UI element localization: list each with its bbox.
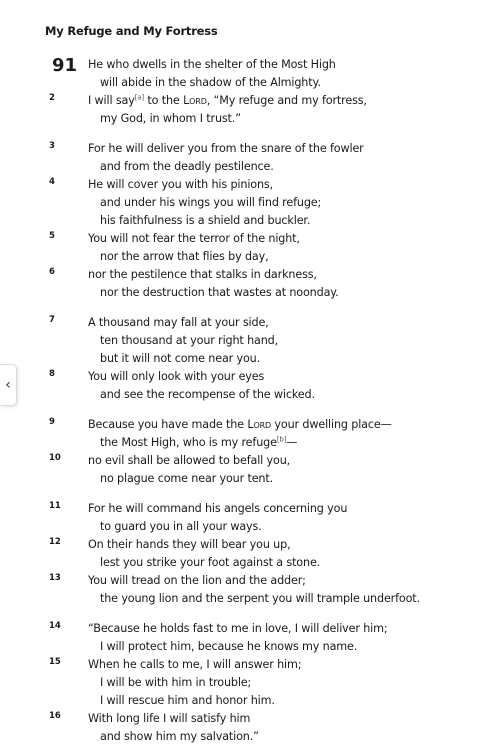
verse-number: 2	[49, 93, 55, 103]
verse-line: ten thousand at your right hand,	[100, 334, 279, 347]
divine-name: Lord	[247, 418, 272, 431]
verse-line: to guard you in all your ways.	[100, 520, 262, 533]
footnote-link-a[interactable]: [a]	[134, 93, 145, 102]
back-button[interactable]	[0, 364, 17, 406]
verse-line: the young lion and the serpent you will trample underfoot.	[100, 592, 420, 605]
verse-line: With long life I will satisfy him	[88, 712, 251, 725]
verse-line: and show him my salvation.”	[100, 730, 259, 743]
verse-line: On their hands they will bear you up,	[88, 538, 291, 551]
verse-number: 14	[49, 621, 61, 631]
verse-line: no evil shall be allowed to befall you,	[88, 454, 291, 467]
verse-number: 3	[49, 141, 55, 151]
divine-name: Lord	[183, 94, 207, 107]
verse-line: and from the deadly pestilence.	[100, 160, 274, 173]
verse-number: 15	[49, 657, 61, 667]
verse-line: When he calls to me, I will answer him;	[88, 658, 302, 671]
verse-number: 5	[49, 231, 55, 241]
verse-line: nor the pestilence that stalks in darkness,	[88, 268, 317, 281]
footnote-link-b[interactable]: [b]	[276, 435, 287, 444]
verse-number: 9	[49, 417, 55, 427]
verse-line: You will not fear the terror of the night,	[88, 232, 300, 245]
chapter-number: 91	[52, 55, 78, 76]
chevron-left-icon: ‹	[5, 377, 11, 393]
verse-number: 8	[49, 369, 55, 379]
section-heading: My Refuge and My Fortress	[45, 24, 218, 38]
verse-line: You will only look with your eyes	[88, 370, 265, 383]
verse-line: A thousand may fall at your side,	[88, 316, 269, 329]
verse-line: For he will deliver you from the snare of the fowler	[88, 142, 364, 155]
verse-line: I will rescue him and honor him.	[100, 694, 275, 707]
verse-line: no plague come near your tent.	[100, 472, 274, 485]
verse-number: 10	[49, 453, 61, 463]
verse-line: his faithfulness is a shield and buckler.	[100, 214, 311, 227]
verse-line: will abide in the shadow of the Almighty.	[100, 76, 321, 89]
verse-line: I will be with him in trouble;	[100, 676, 252, 689]
verse-number: 4	[49, 177, 55, 187]
verse-line: “Because he holds fast to me in love, I will deliver him;	[88, 622, 388, 635]
verse-line: For he will command his angels concerning you	[88, 502, 348, 515]
verse-line: He who dwells in the shelter of the Most High	[88, 58, 336, 71]
verse-number: 11	[49, 501, 61, 511]
verse-line: I will say[a] to the Lord, “My refuge and my fortress,	[88, 93, 367, 107]
verse-line: nor the arrow that flies by day,	[100, 250, 269, 263]
verse-line: nor the destruction that wastes at noonday.	[100, 286, 339, 299]
verse-line: the Most High, who is my refuge[b]—	[100, 435, 298, 449]
verse-number: 6	[49, 267, 55, 277]
verse-line: and see the recompense of the wicked.	[100, 388, 315, 401]
verse-line: lest you strike your foot against a stone.	[100, 556, 321, 569]
verse-line: I will protect him, because he knows my name.	[100, 640, 358, 653]
verse-number: 12	[49, 537, 61, 547]
verse-line: and under his wings you will find refuge;	[100, 196, 322, 209]
verse-number: 7	[49, 315, 55, 325]
verse-line: but it will not come near you.	[100, 352, 261, 365]
verse-number: 16	[49, 711, 61, 721]
verse-number: 13	[49, 573, 61, 583]
verse-line: He will cover you with his pinions,	[88, 178, 274, 191]
verse-line: my God, in whom I trust.”	[100, 112, 241, 125]
verse-line: You will tread on the lion and the adder;	[88, 574, 306, 587]
verse-line: Because you have made the Lord your dwelling place—	[88, 418, 392, 431]
